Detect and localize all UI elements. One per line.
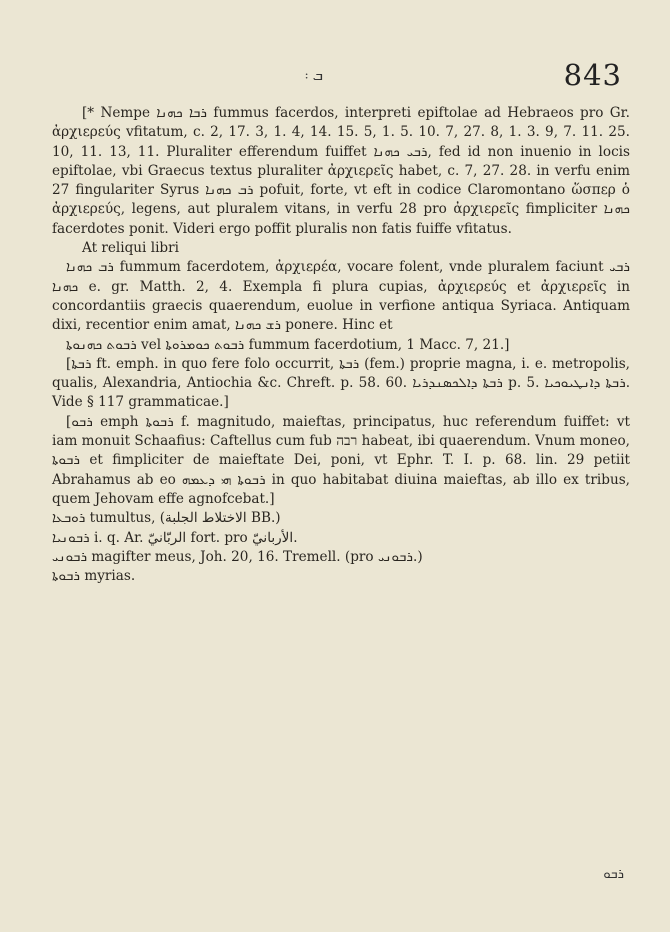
paragraph-summum-sacerdotem: ܪܒ ܟܗܢܐ fummum facerdotem, ἀρχιερέα, vocare folent, vnde pluralem faciunt ܪܒܝ ܟܗܢܐ e. gr. Matth. 2, 4. Exempla fi plura cupias, ἀρχιερεύς et ἀρχιερεῖς in concordantiis graecis quaerendum, euolue in verfione antiqua Syriaca. Antiquam dixi, recentior enim amat, ܪܫ ܟܗܢܐ ponere. Hinc et [52, 259, 631, 334]
entry-magister-meus: ܪܒܘܢܝ magifter meus, Joh. 20, 16. Tremell. (pro ܪܒܘܢܝ.) [52, 548, 423, 565]
catchword: ܪܒܘ [603, 867, 624, 882]
paragraph-metropolis: [ܪܒܬܐ ft. emph. in quo fere folo occurrit, ܪܒܬܐ (fem.) proprie magna, i. e. metropolis, qualis, Alexandria, Antiochia &c. Chreft. p. 58. 60. ܪܒܬܐ ܕܐܠܟܣܢܕܪܝܐ p. 5. ܪܒܬܐ ܕܐܢܛܝܘܟܝܐ. Vide § 117 grammaticae.] [52, 355, 631, 411]
paragraph-maiestas: [ܪܒܘ emph ܪܒܘܬܐ f. magnitudo, maieftas, principatus, huc referendum fuiffet: vt iam monuit Schaafius: Caftellus cum fub רבה habeat, ibi quaerendum. Vnum moneo, ܪܒܘܬܐ et fimpliciter de maieftate Dei, poni, vt Ephr. T. I. p. 68. lin. 29 petiit Abrahamus ab eo ܪܒܘܬܐ ܗܝ ܕܥܡܗ in quo habitabat diuina maieftas, ab illo ex tribus, quem Jehovam effe agnofcebat.] [52, 413, 630, 507]
paragraph-nempe: [* Nempe ܪܒܐ ܟܗܢܐ fummus facerdos, interpreti epiftolae ad Hebraeos pro Gr. ἀρχιερεύς vfitatum, c. 2, 17. 3, 1. 4, 14. 15. 5, 1. 5. 10. 7, 27. 8, 1. 3. 9, 7. 11. 25. 10, 11. 13, 11. Pluraliter efferendum fuiffet ܪܒܝ ܟܗܢܐ, fed id non inuenio in locis epiftolae, vbi Graecus textus pluraliter ἀρχιερεῖς habet, c. 7, 27. 28. in verfu enim 27 fingulariter Syrus ܪܒ ܟܗܢܐ pofuit, forte, vt eft in codice Claromontano ὥσπερ ὁ ἀρχιερεύς, legens, aut pluralem vitans, in verfu 28 pro ἀρχιερεῖς fimpliciter ܟܗܢܐ facerdotes ponit. Videri ergo poffit pluralis non fatis fuiffe vfitatus. [52, 105, 631, 237]
running-header-mark: ܒ ܃ [305, 66, 324, 84]
entry-rabbanaya: ܪܒܘܢܝܐ i. q. Ar. الربّانيّ fort. pro الأربانيّ. [52, 529, 298, 546]
entry-tumultus: ܪܘܒܥܐ tumultus, (الاختلاط الجلبة BB.) [52, 510, 281, 527]
entry-myrias: ܪܒܘܬܐ myrias. [52, 568, 136, 585]
paragraph-summum-sacerdotium: ܪܒܘܬ ܟܗܢܘܬܐ vel ܪܒܘܬ ܟܘܡܪܘܬܐ fummum facerdotium, 1 Macc. 7, 21.] [66, 336, 510, 353]
page-body [52, 104, 630, 586]
page-number: 843 [563, 58, 622, 92]
paragraph-at-reliqui: At reliqui libri [82, 240, 179, 257]
